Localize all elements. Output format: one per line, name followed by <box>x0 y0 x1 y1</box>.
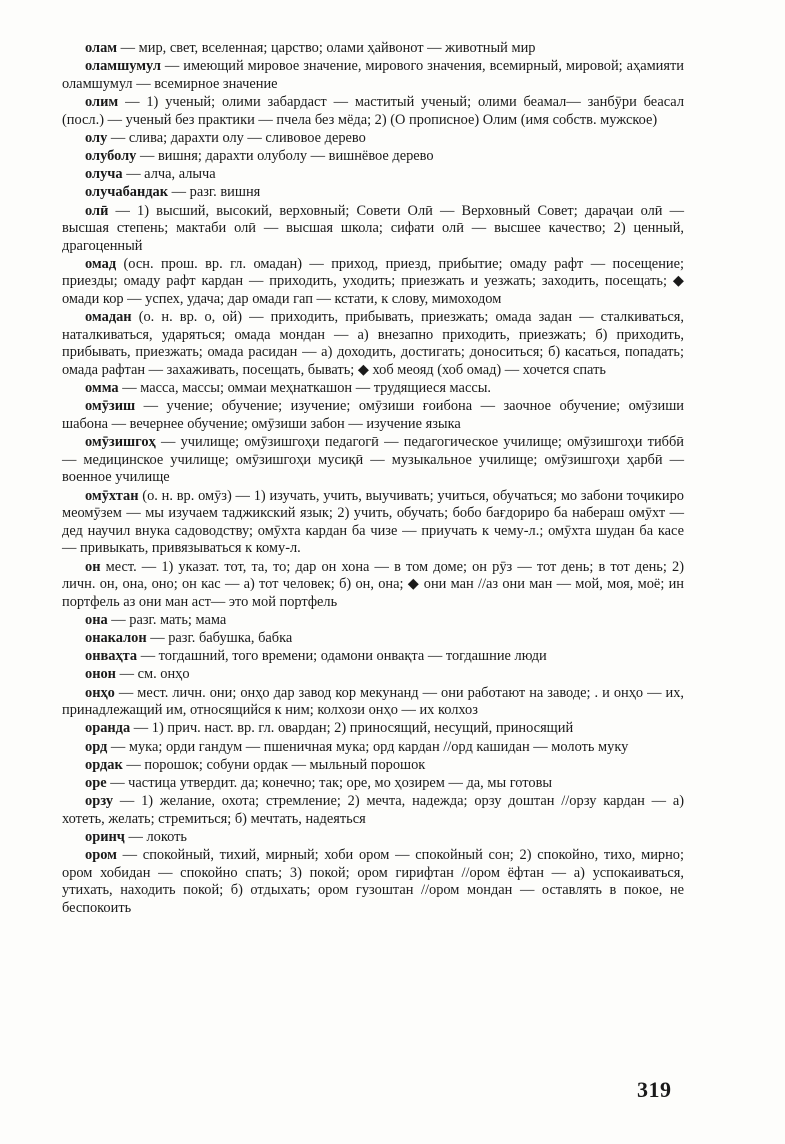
entry-definition: (осн. прош. вр. гл. омадан) — приход, приезд, прибытие; омаду рафт — посещение; приезды; омаду рафт кардан — приходить, уходить; приезжать и уезжать; заходить, посещать; ◆ омади кор — успех, удача; дар омади гап — кстати, к слову, мимоходом <box>62 255 684 308</box>
entry-definition: — спокойный, тихий, мирный; хоби ором — спокойный сон; 2) спокойно, тихо, мирно; ором хобидан — спокойно спать; 3) покой; ором гирифтан //ором ёфтан — а) успокаиваться, утихать, находить покой; б) отдыхать; ором гузоштан //ором мондан — оставлять в покое, не беспокоить <box>62 847 684 916</box>
entry-headword: омӯзишгоҳ <box>85 434 156 451</box>
dictionary-entry <box>62 775 684 793</box>
entry-definition: (о. н. вр. о, ой) — приходить, прибывать, приезжать; омада задан — сталкиваться, наталкиваться, ударяться; омада мондан — а) внезапно приходить, приезжать; б) приходить, прибывать, приезжать; омада расидан — а) доходить, достигать; доноситься; б) касаться, попадать; омада рафтан — захаживать, посещать, бывать; ◆ хоб меояд (хоб омад) — хочется спать <box>62 309 684 379</box>
entry-definition: — мука; орди гандум — пшеничная мука; орд кардан //орд кашидан — молоть муку <box>107 738 629 755</box>
entry-definition: — разг. вишня <box>168 184 261 201</box>
entry-headword: омӯзиш <box>85 398 136 415</box>
entry-definition: — частица утвердит. да; конечно; так; оре, мо ҳозирем — да, мы готовы <box>106 775 553 791</box>
dictionary-entry <box>62 739 684 757</box>
entry-headword: омӯхтан <box>85 487 139 504</box>
entry-headword: олу <box>85 129 108 146</box>
dictionary-entry <box>62 847 684 917</box>
dictionary-entry <box>62 309 684 379</box>
entry-definition: — мест. личн. они; онҳо дар завод кор мекунанд — они работают на заводе; . и онҳо — их, принадлежащий им, относящийся к ним; колхози онҳо — их колхоз <box>62 684 684 719</box>
entry-headword: онваҳта <box>85 648 138 665</box>
entry-definition: — локоть <box>124 828 187 845</box>
entry-headword: оламшумул <box>85 58 161 75</box>
entry-headword: омма <box>85 380 119 397</box>
dictionary-entry <box>62 130 684 148</box>
dictionary-entry <box>62 666 684 684</box>
dictionary-entry <box>62 757 684 775</box>
entry-definition: — имеющий мировое значение, мирового значения, всемирный, мировой; аҳамияти оламшумул — всемирное значение <box>62 58 684 92</box>
entry-list <box>62 40 684 918</box>
dictionary-entry <box>62 685 684 720</box>
dictionary-entry <box>62 256 684 309</box>
dictionary-entry <box>62 793 684 828</box>
entry-definition: — разг. мать; мама <box>107 611 227 628</box>
dictionary-entry <box>62 398 684 433</box>
entry-definition: — тогдашний, того времени; одамони онвақта — тогдашние люди <box>137 648 547 665</box>
entry-definition: — алча, алыча <box>122 166 216 183</box>
entry-definition: — учение; обучение; изучение; омӯзиши ғоибона — заочное обучение; омӯзиши шабона — вечернее обучение; омӯзиши забон — изучение языка <box>62 398 684 432</box>
entry-headword: оре <box>85 775 107 791</box>
dictionary-entry <box>62 94 684 129</box>
dictionary-entry <box>62 648 684 666</box>
entry-headword: орзу <box>85 793 114 810</box>
entry-headword: олуболу <box>85 147 137 164</box>
dictionary-entry <box>62 630 684 648</box>
entry-definition: — порошок; собуни ордак — мыльный порошок <box>122 756 426 773</box>
dictionary-entry <box>62 434 684 487</box>
entry-headword: омад <box>85 255 117 272</box>
entry-definition: — разг. бабушка, бабка <box>146 630 293 647</box>
dictionary-entry <box>62 203 684 256</box>
entry-headword: ордак <box>85 756 123 773</box>
entry-definition: — 1) желание, охота; стремление; 2) мечта, надежда; орзу доштан //орзу кардан — а) хотеть, желать; стремиться; б) мечтать, надеяться <box>62 793 684 827</box>
entry-definition: — 1) ученый; олими забардаст — маститый ученый; олими беамал— занбӯри беасал (посл.) — ученый без практики — пчела без мёда; 2) (О прописное) Олим (имя собств. мужское) <box>62 93 684 128</box>
entry-headword: онҳо <box>85 684 115 701</box>
entry-definition: — см. онҳо <box>115 666 190 683</box>
dictionary-entry <box>62 829 684 847</box>
dictionary-entry <box>62 612 684 630</box>
entry-definition: — училище; омӯзишгоҳи педагогӣ — педагогическое училище; омӯзишгоҳи тиббӣ — медицинское училище; омӯзишгоҳи мусиқӣ — музыкальное училище; омӯзишгоҳи ҳарбӣ — военное училище <box>62 434 684 486</box>
dictionary-entry <box>62 40 684 58</box>
dictionary-entry <box>62 58 684 93</box>
entry-headword: олам <box>85 40 118 56</box>
page-number: 319 <box>637 1077 672 1102</box>
entry-headword: она <box>85 611 108 628</box>
dictionary-entry <box>62 720 684 738</box>
dictionary-entry <box>62 380 684 398</box>
entry-definition: мест. — 1) указат. тот, та, то; дар он хона — в том доме; он рӯз — тот день; в тот день; 2) личн. он, она, оно; он кас — а) тот человек; б) он, она; ◆ они ман //аз они ман — мой, моя, моё; ин портфель аз они ман аст— это мой портфель <box>62 558 684 610</box>
entry-headword: омадан <box>85 309 132 326</box>
dictionary-entry <box>62 559 684 612</box>
entry-definition: — масса, массы; оммаи меҳнаткашон — трудящиеся массы. <box>118 380 491 397</box>
entry-headword: онон <box>85 666 116 683</box>
entry-definition: — мир, свет, вселенная; царство; олами ҳайвонот — животный мир <box>117 40 536 56</box>
entry-headword: ором <box>85 847 117 864</box>
entry-definition: (о. н. вр. омӯз) — 1) изучать, учить, выучивать; учиться, обучаться; мо забони тоҷикиро меомӯзем — мы изучаем таджикский язык; 2) учить, обучать; бобо бағдориро ба набераш омӯхт — дед научил внука садоводству; омӯхта кардан ба чизе — приучать к чему-л.; омӯхта шудан ба касе — привыкать, привязываться к кому-л. <box>62 487 684 557</box>
dictionary-entry <box>62 166 684 184</box>
dictionary-entry <box>62 488 684 558</box>
entry-headword: оринҷ <box>85 828 125 845</box>
entry-headword: олуча <box>85 166 123 183</box>
entry-definition: — 1) высший, высокий, верховный; Совети Олӣ — Верховный Совет; дараҷаи олӣ — высшая степень; мактаби олӣ — высшая школа; сифати олӣ — высшее качество; 2) ценный, драгоценный <box>62 202 684 254</box>
entry-definition: — вишня; дарахти олуболу — вишнёвое дерево <box>136 147 434 164</box>
dictionary-entry <box>62 184 684 202</box>
entry-headword: онакалон <box>85 630 147 647</box>
entry-headword: орд <box>85 738 108 755</box>
entry-definition: — 1) прич. наст. вр. гл. овардан; 2) приносящий, несущий, приносящий <box>130 720 574 737</box>
entry-headword: олӣ <box>85 202 109 219</box>
entry-headword: он <box>85 558 101 575</box>
entry-headword: олучабандак <box>85 184 169 201</box>
entry-definition: — слива; дарахти олу — сливовое дерево <box>107 129 366 146</box>
dictionary-entry <box>62 148 684 166</box>
entry-headword: олим <box>85 93 119 110</box>
entry-headword: оранда <box>85 720 131 737</box>
